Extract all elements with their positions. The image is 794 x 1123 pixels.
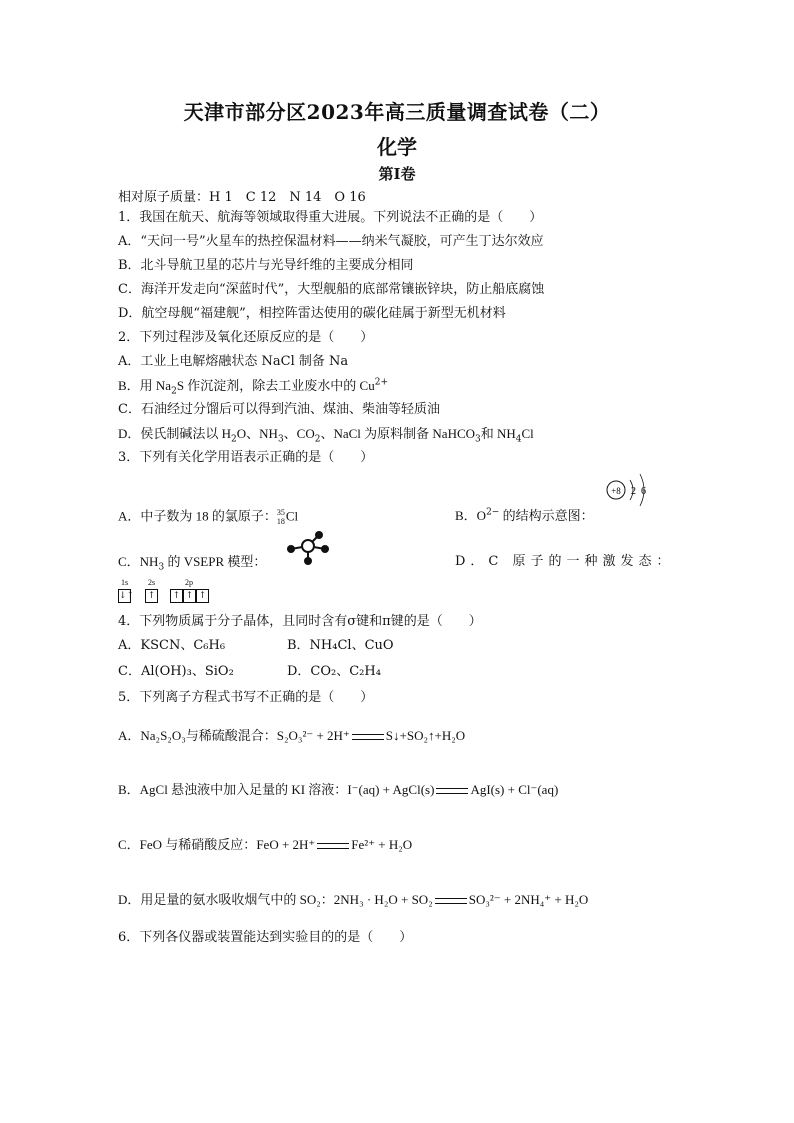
q3-option-b: B．$O^{2-}$ 的结构示意图： (455, 507, 594, 523)
q4-option-c: C．Al(OH)₃、SiO₂ (118, 664, 234, 679)
nh3-vsepr-model (284, 530, 334, 566)
q6-stem: 6．下列各仪器或装置能达到实验目的的是（ ） (118, 930, 413, 945)
atomic-masses: 相对原子质量：H 1 C 12 N 14 O 16 (118, 190, 366, 205)
oxide-ion-structure-diagram (600, 470, 660, 526)
orbital-2p-2: ↑ (183, 589, 196, 603)
q1-option-c: C．海洋开发走向“深蓝时代”，大型舰船的底部常镶嵌锌块，防止船底腐蚀 (118, 282, 545, 297)
orbital-2p-1: ↑ (170, 589, 183, 603)
exam-title: 天津市部分区2023年高三质量调查试卷（二） (183, 100, 611, 124)
q4-stem: 4．下列物质属于分子晶体，且同时含有σ键和π键的是（ ） (118, 614, 482, 629)
q1-stem: 1．我国在航天、航海等领域取得重大进展。下列说法不正确的是（ ） (118, 210, 543, 225)
q4-option-d: D．CO₂、C₂H₄ (287, 664, 381, 679)
q1-option-b: B．北斗导航卫星的芯片与光导纤维的主要成分相同 (118, 258, 414, 273)
orbital-2s: ↑ (145, 589, 158, 603)
orbital-2p-3: ↑ (196, 589, 209, 603)
shell-1-electrons: 2 (631, 486, 636, 497)
q3-stem: 3．下列有关化学用语表示正确的是（ ） (118, 450, 374, 465)
q1-option-a: A．“天问一号”火星车的热控保温材料——纳米气凝胶，可产生丁达尔效应 (118, 234, 544, 249)
nucleus-charge: +8 (611, 486, 621, 496)
q3-option-c: C．$NH_3$ 的 VSEPR 模型： (118, 554, 267, 573)
q4-option-a: A．KSCN、C₆H₆ (118, 638, 226, 653)
equals-sign (317, 843, 349, 849)
q2-option-c: C．石油经过分馏后可以得到汽油、煤油、柴油等轻质油 (118, 402, 440, 417)
q4-option-b: B．NH₄Cl、CuO (287, 638, 394, 653)
q2-option-a: A．工业上电解熔融状态 NaCl 制备 Na (118, 354, 349, 369)
q5-option-d: D．用足量的氨水吸收烟气中的 SO₂：2NH₃ · H₂O + SO₂ SO₃²⁻ + 2NH₄⁺ + H₂O (118, 892, 589, 907)
equals-sign (352, 734, 384, 740)
equals-sign (435, 898, 467, 904)
q2-stem: 2．下列过程涉及氧化还原反应的是（ ） (118, 330, 374, 345)
q3-option-d: D．C 原子的一种激发态： (455, 554, 675, 569)
exam-page: 天津市部分区2023年高三质量调查试卷（二） 化学 第Ⅰ卷 相对原子质量：H 1 C 12 N 14 O 16 1．我国在航天、航海等领域取得重大进展。下列说法不正确的是（ ） A．“天问一号”火星车的热控保温材料——纳米气凝胶，可产生丁达尔效应 B．北斗导航卫星的芯片与光导纤维的主要成分相同 C．海洋开发走向“深蓝时代”，大型舰船的底部常镶嵌锌块，防止船底腐蚀 D．航空母舰“福建舰”，相控阵雷达使用的碳化硅属于新型无机材料 2．下列过程涉及氧化还原反应的是（ ） A．工业上电解熔融状态 NaCl 制备 Na B．用 $Na_2S$ 作沉淀剂，除去工业废水中的 $Cu^{2+}$ C．石油经过分馏后可以得到汽油、煤油、柴油等轻质油 D．侯氏制碱法以 $H_2O$、$NH_3$、$CO_2$、NaCl 为原料制备 NaHCO$_3$和 $NH_4Cl$ 3．下列有关化学用语表示正确的是（ ） A．中子数为 18 的氯原子： 35 18 Cl B．$O^{2-}$ 的结构示意图： +8 2 6 C．$NH_3$ 的 VSEPR 模型： D．C 原子的一种激发态： 1s 2s 2p ↓↑ ↑ ↑ ↑ ↑ 4．下列物质属于分子晶体，且同时含有σ键和π键的是（ ） A．KSCN、C₆H₆ B．NH₄Cl、CuO C．Al(OH)₃、SiO₂ D．CO₂、C₂H₄ 5．下列离子方程式书写不正确的是（ ） A．Na₂S₂O₃与稀硫酸混合：S₂O₃²⁻ + 2H⁺ S↓+SO₂↑+H₂O B．AgCl 悬浊液中加入足量的 KI 溶液：I⁻(aq) + AgCl(s) AgI(s) + Cl⁻(aq) C．FeO 与稀硝酸反应：FeO + 2H⁺ Fe²⁺ + H₂O D．用足量的氨水吸收烟气中的 SO₂：2NH₃ · H₂O + SO₂ SO₃²⁻ + 2NH₄⁺ + H₂O 6．下列各仪器或装置能达到实验目的的是（ ） (0, 0, 794, 1123)
orbital-1s: ↓↑ (119, 591, 135, 601)
isotope-notation: 35 18 (276, 508, 285, 526)
q5-option-c: C．FeO 与稀硝酸反应：FeO + 2H⁺ Fe²⁺ + H₂O (118, 837, 413, 852)
shell-2-electrons: 6 (641, 486, 646, 497)
q2-option-d: D．侯氏制碱法以 $H_2O$、$NH_3$、$CO_2$、NaCl 为原料制备 NaHCO$_3$和 $NH_4Cl$ (118, 426, 534, 445)
volume-title: 第Ⅰ卷 (378, 165, 416, 183)
q5-option-a: A．Na₂S₂O₃与稀硫酸混合：S₂O₃²⁻ + 2H⁺ S↓+SO₂↑+H₂O (118, 728, 466, 743)
q1-option-d: D．航空母舰“福建舰”，相控阵雷达使用的碳化硅属于新型无机材料 (118, 306, 506, 321)
q2-option-b: B．用 $Na_2S$ 作沉淀剂，除去工业废水中的 $Cu^{2+}$ (118, 377, 389, 397)
central-atom (302, 540, 314, 552)
q5-option-b: B．AgCl 悬浊液中加入足量的 KI 溶液：I⁻(aq) + AgCl(s) AgI(s) + Cl⁻(aq) (118, 782, 559, 797)
q5-stem: 5．下列离子方程式书写不正确的是（ ） (118, 690, 374, 705)
equals-sign (436, 788, 468, 794)
q3-option-a: A．中子数为 18 的氯原子： 35 18 Cl (118, 508, 299, 526)
subject-title: 化学 (377, 135, 417, 159)
